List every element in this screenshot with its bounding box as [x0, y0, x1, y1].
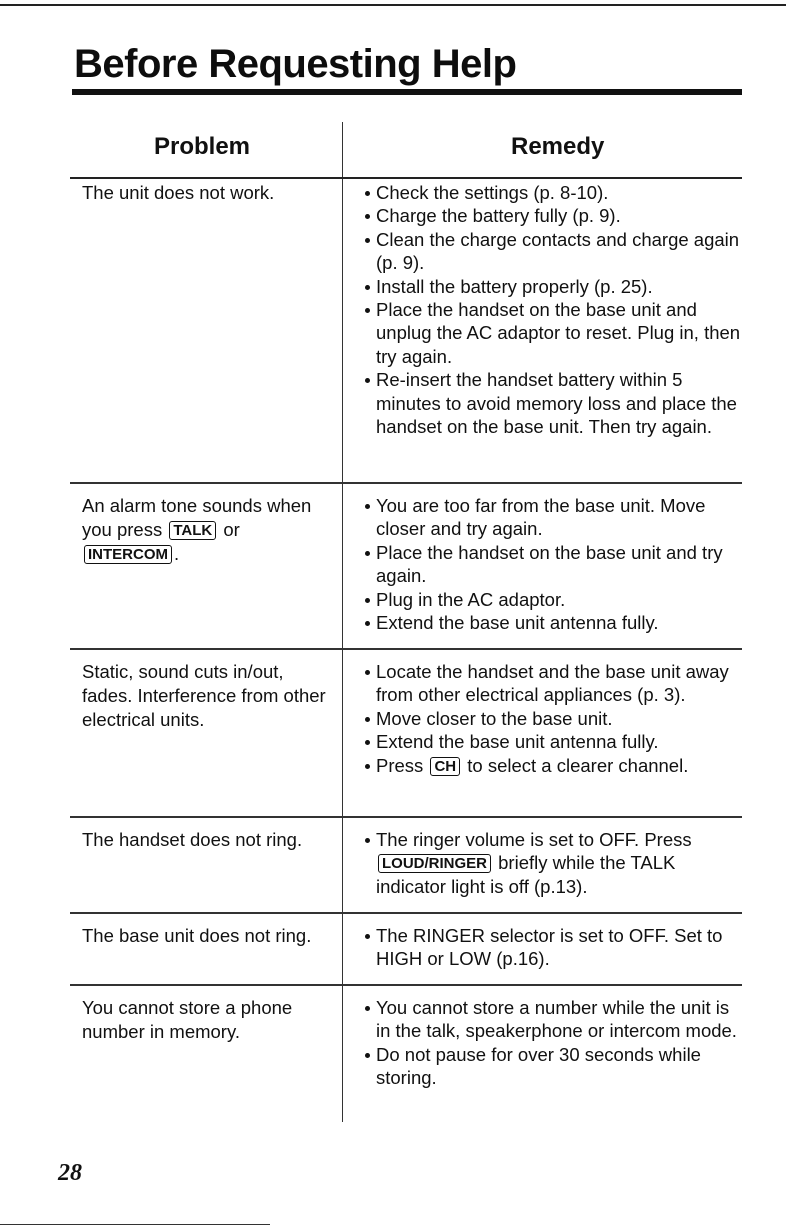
- page-title: Before Requesting Help: [74, 42, 517, 86]
- problem-text: You cannot store a phone number in memory.: [82, 997, 293, 1042]
- column-divider: [342, 122, 343, 1122]
- row-rule: [70, 912, 742, 914]
- talk-key-icon: TALK: [169, 521, 216, 540]
- bottom-rule: [0, 1224, 270, 1225]
- page-number: 28: [58, 1160, 82, 1186]
- remedy-item: Extend the base unit antenna fully.: [364, 730, 744, 753]
- remedy-list: [364, 181, 744, 438]
- intercom-key-icon: INTERCOM: [84, 545, 172, 564]
- remedy-item: The RINGER selector is set to OFF. Set to HIGH or LOW (p.16).: [364, 924, 744, 971]
- top-rule: [0, 4, 786, 6]
- row-rule: [70, 648, 742, 650]
- problem-text: The base unit does not ring.: [82, 925, 312, 946]
- remedy-list: [364, 924, 744, 971]
- problem-text: The handset does not ring.: [82, 829, 303, 850]
- loud-ringer-key-icon: LOUD/RINGER: [378, 854, 491, 873]
- remedy-item: You are too far from the base unit. Move closer and try again.: [364, 494, 744, 541]
- problem-text: Static, sound cuts in/out, fades. Interference from other electrical units.: [82, 661, 326, 730]
- remedy-item: Place the handset on the base unit and try again.: [364, 541, 744, 588]
- row-rule: [70, 984, 742, 986]
- remedy-column-header: Remedy: [511, 133, 605, 160]
- header-rule: [70, 177, 742, 179]
- row-rule: [70, 816, 742, 818]
- remedy-item: [364, 828, 744, 898]
- remedy-item: [364, 754, 744, 777]
- remedy-text-part: Press: [376, 754, 429, 776]
- remedy-text-part: The ringer volume is set to OFF. Press: [376, 829, 692, 850]
- remedy-item: Place the handset on the base unit and unplug the AC adaptor to reset. Plug in, then try again.: [364, 298, 744, 368]
- remedy-text-part: to select a clearer channel.: [462, 754, 689, 776]
- remedy-item: Locate the handset and the base unit away from other electrical appliances (p. 3).: [364, 660, 744, 707]
- remedy-item: Do not pause for over 30 seconds while storing.: [364, 1043, 744, 1090]
- problem-text-part: or: [218, 519, 240, 540]
- row-rule: [70, 482, 742, 484]
- remedy-item: Clean the charge contacts and charge again (p. 9).: [364, 228, 744, 275]
- remedy-text-part: briefly while the TALK indicator light is off (p.13).: [376, 852, 676, 897]
- remedy-list: [364, 828, 744, 898]
- remedy-list: [364, 494, 744, 634]
- remedy-item: You cannot store a number while the unit is in the talk, speakerphone or intercom mode.: [364, 996, 744, 1043]
- remedy-item: Move closer to the base unit.: [364, 707, 744, 730]
- remedy-item: Install the battery properly (p. 25).: [364, 275, 744, 298]
- remedy-item: Extend the base unit antenna fully.: [364, 611, 744, 634]
- problem-text: The unit does not work.: [82, 182, 275, 203]
- problem-text: [82, 494, 327, 566]
- remedy-item: Re-insert the handset battery within 5 minutes to avoid memory loss and place the handset on the base unit. Then try again.: [364, 368, 744, 438]
- remedy-item: Plug in the AC adaptor.: [364, 588, 744, 611]
- remedy-item: Charge the battery fully (p. 9).: [364, 204, 744, 227]
- problem-text-part: An alarm tone sounds when you press: [82, 495, 312, 540]
- problem-text-part: .: [174, 543, 180, 564]
- ch-key-icon: CH: [430, 757, 460, 776]
- problem-column-header: Problem: [154, 133, 251, 160]
- remedy-list: [364, 660, 744, 777]
- remedy-item: Check the settings (p. 8-10).: [364, 181, 744, 204]
- title-rule: [72, 89, 742, 95]
- remedy-list: [364, 996, 744, 1090]
